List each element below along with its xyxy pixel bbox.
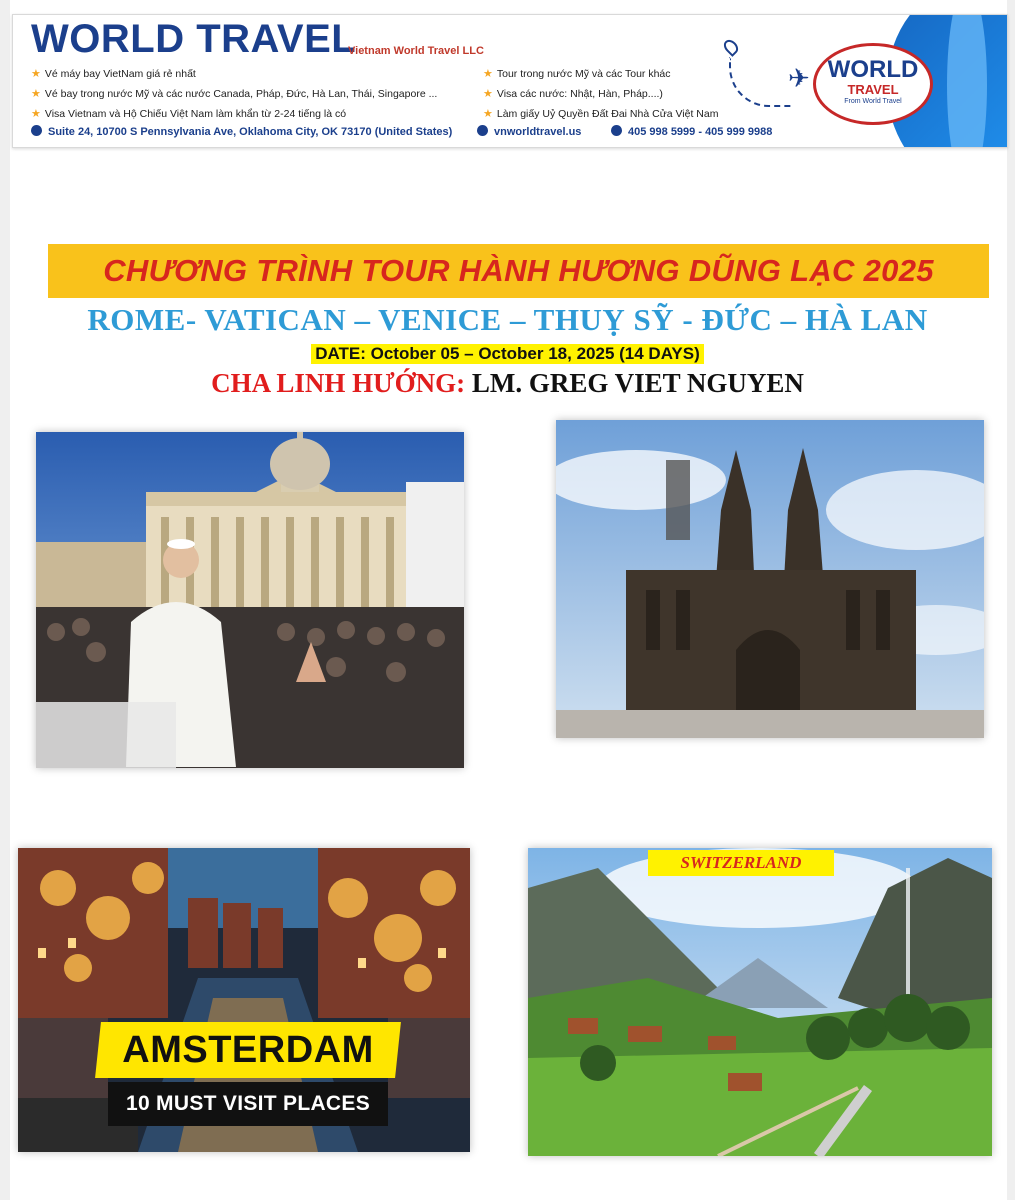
address: Suite 24, 10700 S Pennsylvania Ave, Oklahoma City, OK 73170 (United States): [31, 125, 452, 138]
service-item: ★ Visa các nước: Nhật, Hàn, Pháp....): [483, 88, 663, 100]
tour-route: ROME- VATICAN – VENICE – THUỴ SỸ - ĐỨC – HÀ LAN: [87, 302, 928, 337]
tour-title: CHƯƠNG TRÌNH TOUR HÀNH HƯƠNG DŨNG LẠC 2025: [103, 253, 934, 288]
star-icon: ★: [483, 108, 493, 120]
service-item: ★ Tour trong nước Mỹ và các Tour khác: [483, 68, 671, 80]
cologne-cathedral-photo: [556, 420, 984, 738]
page-edge-left: [0, 0, 10, 1200]
star-icon: ★: [31, 68, 41, 80]
star-icon: ★: [483, 68, 493, 80]
globe-icon: [477, 125, 488, 136]
spiritual-director-name: LM. GREG VIET NGUYEN: [465, 368, 804, 398]
vatican-photo: [36, 432, 464, 768]
spiritual-director: [0, 368, 1015, 399]
banner-swoosh-accent: [947, 14, 987, 148]
airplane-icon: ✈: [788, 63, 810, 93]
company-name: Vietnam World Travel LLC: [348, 45, 484, 57]
website-link[interactable]: vnworldtravel.us: [477, 125, 581, 138]
tour-date: DATE: October 05 – October 18, 2025 (14 DAYS): [311, 344, 704, 364]
brand-name: WORLD TRAVEL: [31, 17, 357, 61]
star-icon: ★: [31, 88, 41, 100]
service-item: ★ Vé bay trong nước Mỹ và các nước Canada, Pháp, Đức, Hà Lan, Thái, Singapore ...: [31, 88, 438, 100]
map-pin-icon: [721, 37, 741, 57]
flight-route-decoration: [729, 57, 793, 107]
star-icon: ★: [31, 108, 41, 120]
star-icon: ★: [483, 88, 493, 100]
spiritual-director-label: CHA LINH HƯỚNG:: [211, 368, 466, 398]
amsterdam-photo: [18, 848, 470, 1152]
service-item: ★ Làm giấy Uỷ Quyền Đất Đai Nhà Cửa Việt Nam: [483, 108, 719, 120]
amsterdam-title-badge: AMSTERDAM: [95, 1022, 401, 1078]
page-edge-right: [1007, 0, 1015, 1200]
amsterdam-subtitle-badge: 10 MUST VISIT PLACES: [108, 1082, 388, 1126]
phone-numbers: 405 998 5999 - 405 999 9988: [611, 125, 772, 138]
switzerland-label: SWITZERLAND: [648, 850, 834, 876]
service-item: ★ Vé máy bay VietNam giá rẻ nhất: [31, 68, 196, 80]
tour-title-bar: [48, 244, 989, 298]
world-travel-logo: WORLD TRAVEL From World Travel: [813, 43, 933, 125]
switzerland-photo: [528, 848, 992, 1156]
service-item: ★ Visa Vietnam và Hộ Chiếu Việt Nam làm khẩn từ 2-24 tiếng là có: [31, 108, 347, 120]
location-icon: [31, 125, 42, 136]
phone-icon: [611, 125, 622, 136]
company-banner: [12, 14, 1008, 148]
tour-date-wrap: [0, 344, 1015, 364]
